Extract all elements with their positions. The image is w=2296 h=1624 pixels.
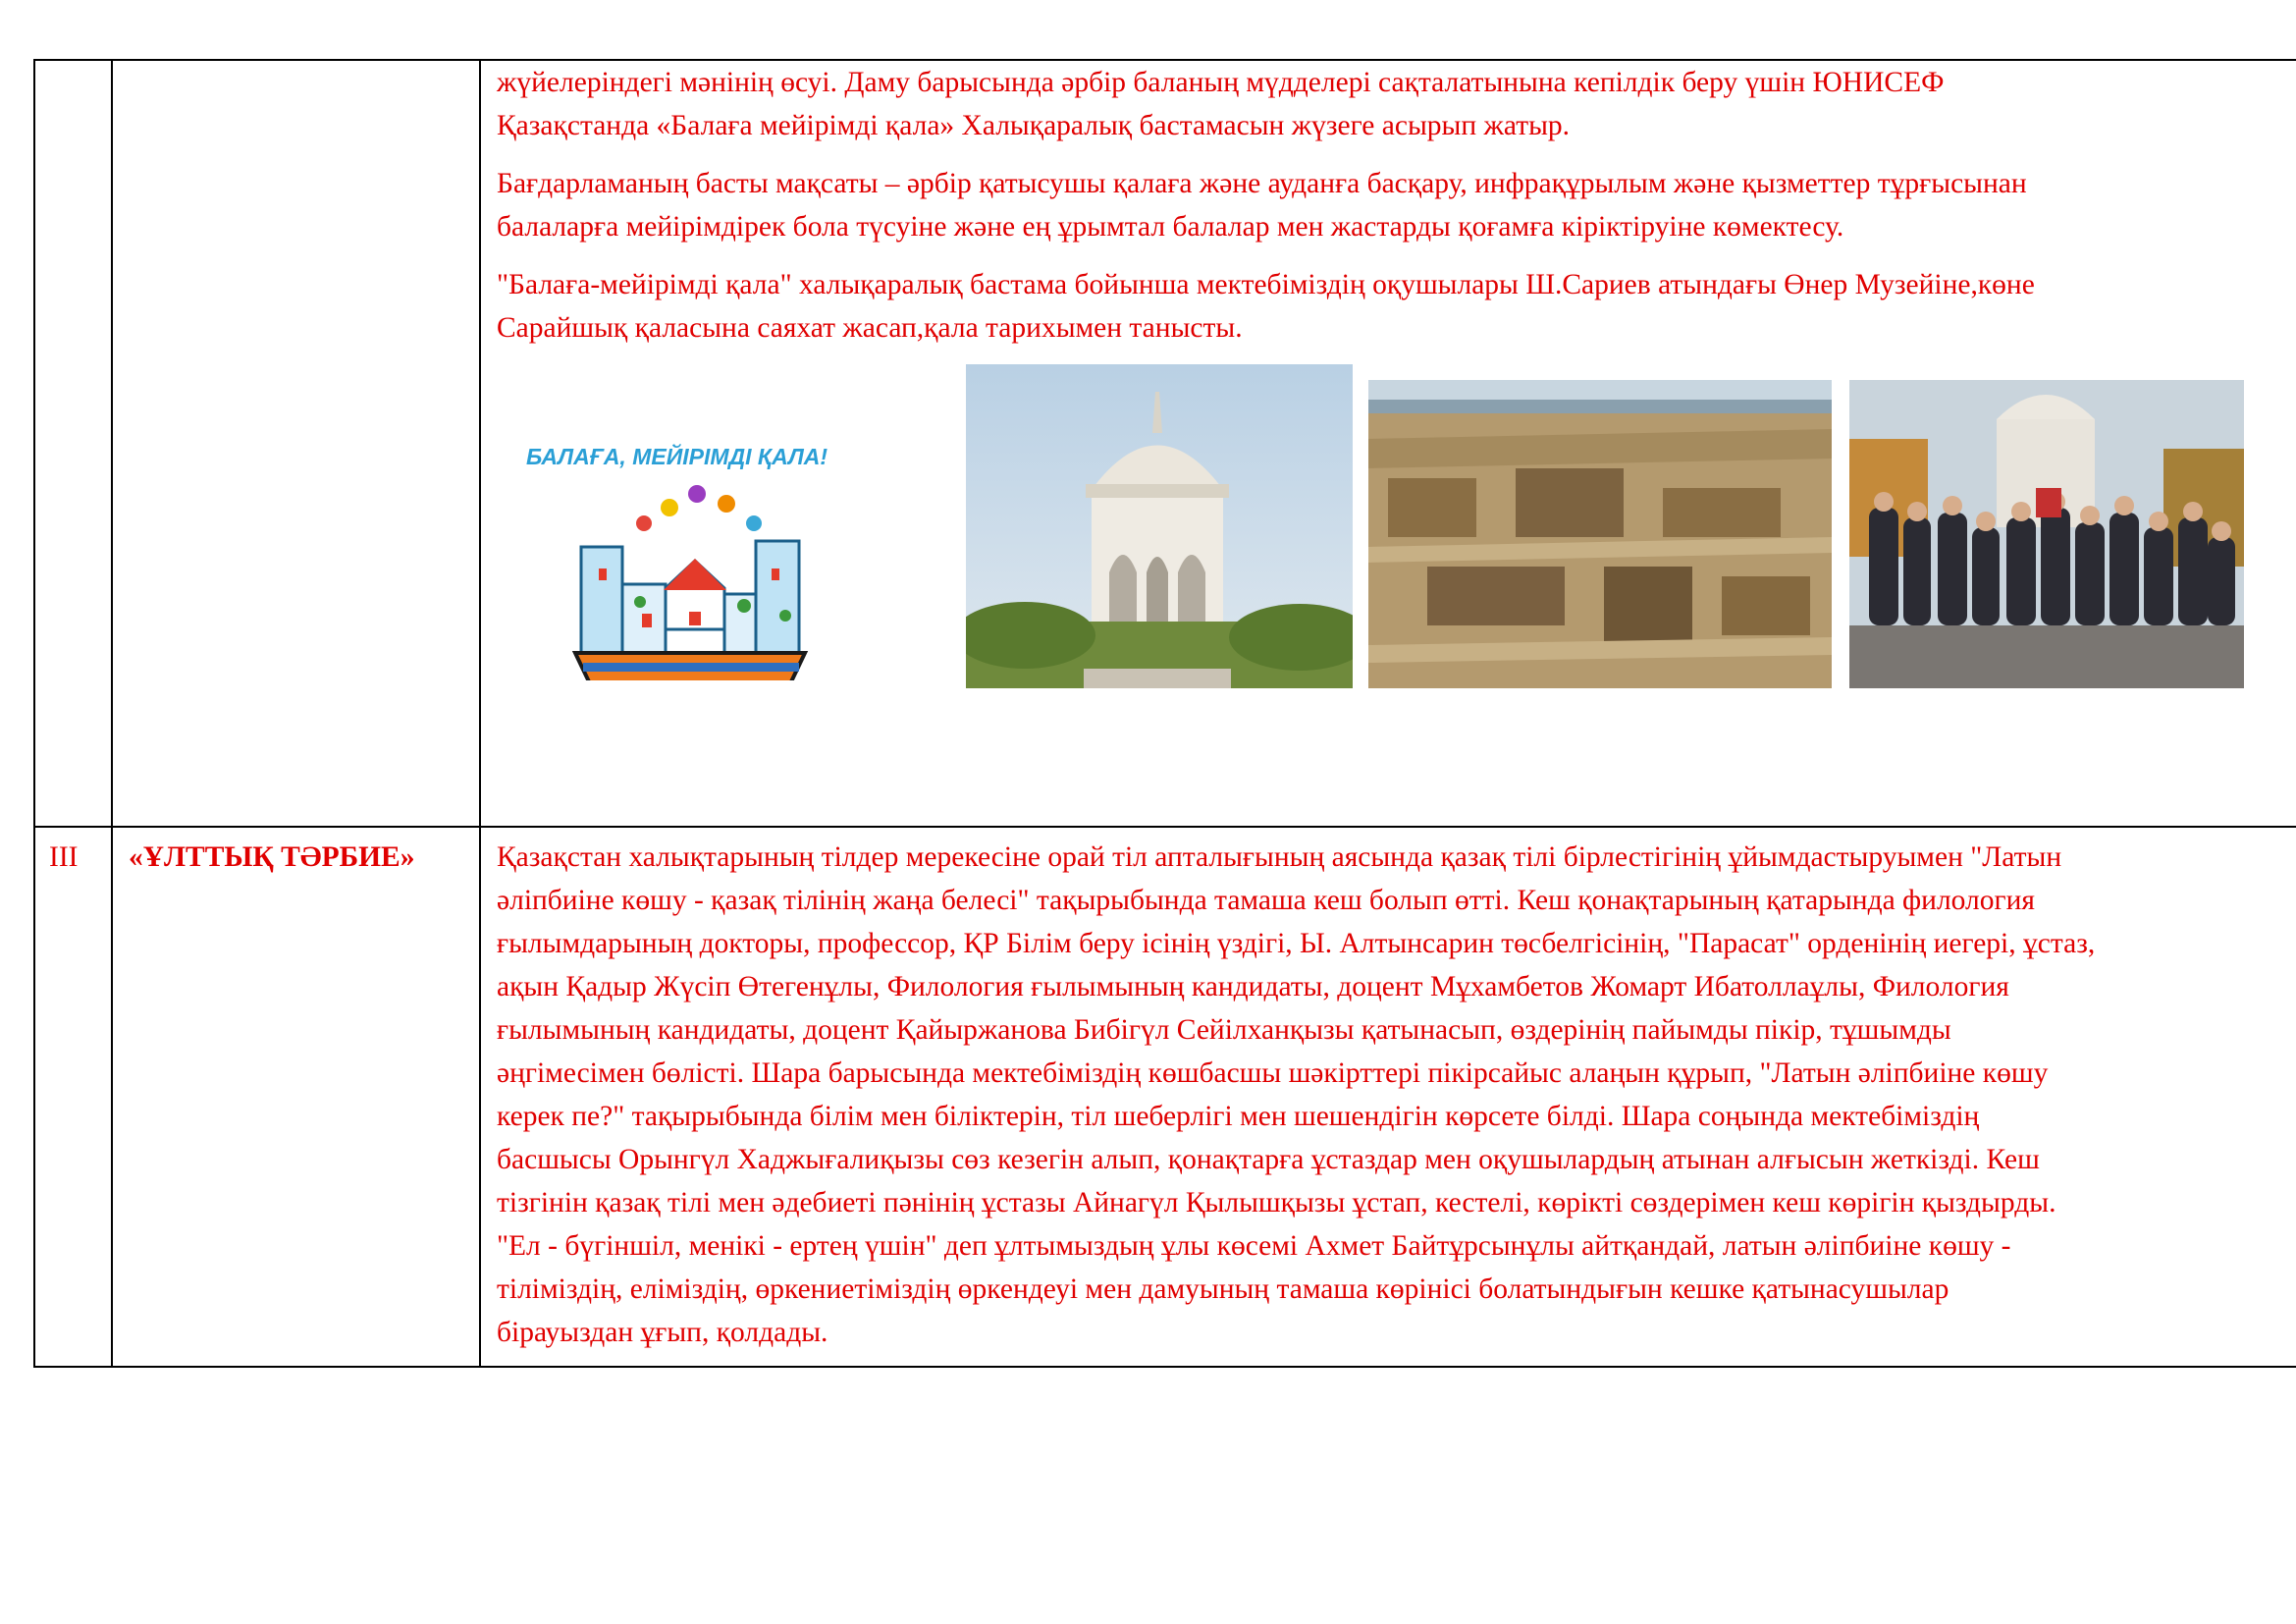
row-number <box>35 61 111 69</box>
text-line: керек пе?" тақырыбында білім мен біліктерін, тіл шеберлігі мен шешендігін көрсете білді. Шара соңында мектебіміздің <box>497 1101 1980 1132</box>
row-heading-cell <box>112 60 480 827</box>
row-number-cell <box>34 827 112 1367</box>
paragraph <box>497 263 2296 350</box>
content-table <box>33 59 2296 1368</box>
section-heading: «ҰЛТТЫҚ ТӘРБИЕ» <box>129 841 415 873</box>
table-row <box>34 60 2296 827</box>
row-content-cell <box>480 60 2296 827</box>
paragraph <box>497 61 2296 147</box>
text-line: Қазақстан халықтарының тілдер мерекесіне орай тіл апталығының аясында қазақ тілі бірлестігінің ұйымдастыруымен "Латын <box>497 841 2062 873</box>
logo-caption: БАЛАҒА, МЕЙІРІМДІ ҚАЛА! <box>526 444 828 469</box>
text-line: тізгінін қазақ тілі мен әдебиеті пәнінің ұстазы Айнагүл Қылышқызы ұстап, кестелі, көрікті сөздерімен кеш көрігін қыздырды. <box>497 1187 2056 1218</box>
text-line: Сарайшық қаласына саяхат жасап,қала тарихымен танысты. <box>497 312 1243 344</box>
row-content-cell <box>480 827 2296 1367</box>
text-line: "Балаға-мейірімді қала" халықаралық бастама бойынша мектебіміздің оқушылары Ш.Сариев атындағы Өнер Музейіне,көне <box>497 269 2035 300</box>
row-heading-cell <box>112 827 480 1367</box>
text-line: бірауыздан ұғып, қолдады. <box>497 1317 828 1348</box>
text-line: ғылымдарының докторы, профессор, ҚР Білім беру ісінің үздігі, Ы. Алтынсарин төсбелгісінің, "Парасат" орденінің иегері, ұстаз, <box>497 928 2096 959</box>
text-line: Бағдарламаның басты мақсаты – әрбір қатысушы қалаға және ауданға басқару, инфрақұрылым және қызметтер тұрғысынан <box>497 168 2027 199</box>
students-group-photo <box>1849 380 2244 688</box>
text-line: тіліміздің, еліміздің, өркениетіміздің өркендеуі мен дамуының тамаша көрінісі болатындығын кешке қатынасушылар <box>497 1273 1949 1305</box>
text-line: жүйелеріндегі мәнінің өсуі. Даму барысында әрбір баланың мүдделері сақталатынына кепілдік беру үшін ЮНИСЕФ <box>497 67 1945 98</box>
archaeological-ruins-photo <box>1368 380 1832 688</box>
table-row <box>34 827 2296 1367</box>
paragraph <box>497 162 2296 248</box>
text-line: балаларға мейірімдірек бола түсуіне және ең ұрымтал балалар мен жастарды қоғамға кіріктіруіне көмектесу. <box>497 211 1844 243</box>
row-number: ІІІ <box>49 841 79 873</box>
text-line: әліпбиіне көшу - қазақ тілінің жаңа белесі" тақырыбында тамаша кеш болып өтті. Кеш қонақтарының қатарында филология <box>497 885 2035 916</box>
text-line: ақын Қадыр Жүсіп Өтегенұлы, Филология ғылымының кандидаты, доцент Мұхамбетов Жомарт Ибатоллаұлы, Филология <box>497 971 2009 1002</box>
white-monument-photo <box>966 364 1353 688</box>
row-heading <box>113 61 479 69</box>
row-number-cell <box>34 60 112 827</box>
image-row <box>481 364 2296 688</box>
text-line: ғылымының кандидаты, доцент Қайыржанова Бибігүл Сейілханқызы қатынасып, өздерінің пайымды пікір, тұшымды <box>497 1014 1951 1046</box>
text-line: "Ел - бүгіншіл, менікі - ертең үшін" деп ұлтымыздың ұлы көсемі Ахмет Байтұрсынұлы айтқандай, латын әліпбиіне көшу - <box>497 1230 2011 1262</box>
text-line: басшысы Орынгүл Хаджығалиқызы сөз кезегін алып, қонақтарға ұстаздар мен оқушылардың атынан алғысын жеткізді. Кеш <box>497 1144 2040 1175</box>
text-line: әңгімесімен бөлісті. Шара барысында мектебіміздің көшбасшы шәкірттері пікірсайыс алаңын құрып, "Латын әліпбиіне көшу <box>497 1057 2049 1089</box>
paragraph <box>481 828 2296 1354</box>
child-friendly-city-logo <box>520 421 859 680</box>
text-line: Қазақстанда «Балаға мейірімді қала» Халықаралық бастамасын жүзеге асырып жатыр. <box>497 110 1571 141</box>
